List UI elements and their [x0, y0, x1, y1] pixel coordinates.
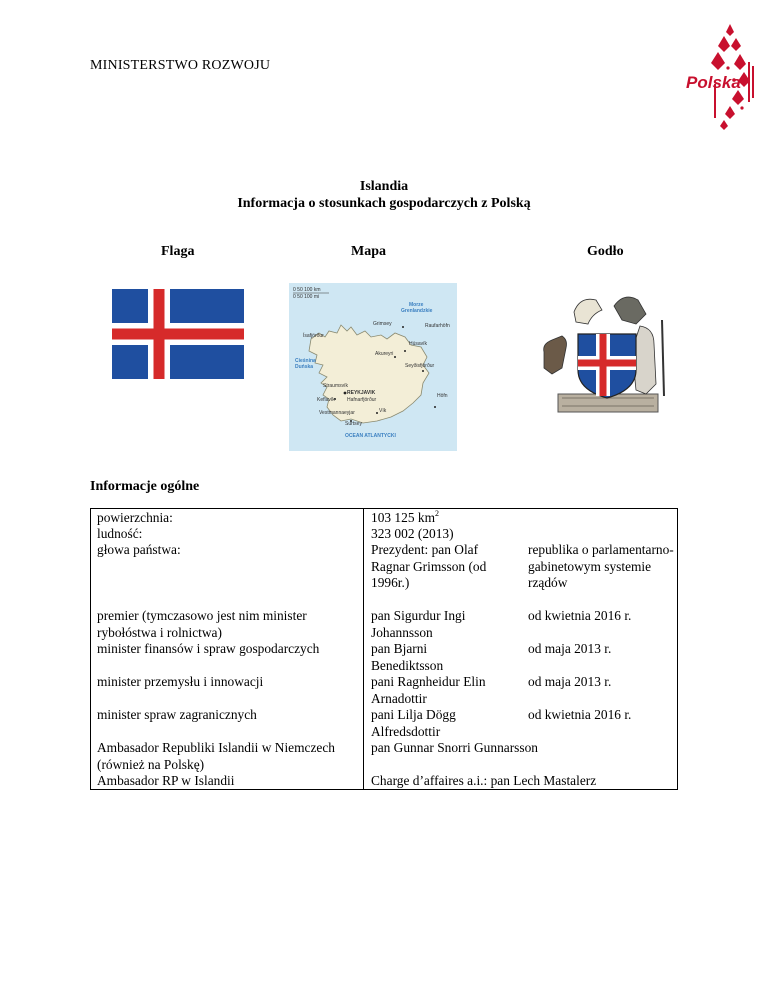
svg-text:Höfn: Höfn [437, 393, 448, 399]
svg-text:Surtsey: Surtsey [345, 421, 362, 427]
iceland-ambassador-label: Ambasador Republiki Islandii w Niemczech (również na Polskę) [97, 740, 335, 772]
map-scale-km: 0 50 100 km [293, 287, 321, 293]
map-sea-west-1: Cieśnina [295, 358, 316, 364]
population-value: 323 002 (2013) [371, 526, 454, 541]
country-name: Islandia [359, 179, 409, 194]
area-value: 103 125 $km^2$ [371, 509, 439, 525]
svg-text:Raufarhöfn: Raufarhöfn [425, 323, 450, 329]
map-sea-west-2: Duńska [295, 364, 314, 370]
iceland-map [289, 283, 457, 451]
finance-minister-since: od maja 2013 r. [528, 641, 612, 656]
iceland-ambassador-value: pan Gunnar Snorri Gunnarsson [371, 740, 538, 755]
population-label: ludność: [97, 526, 143, 541]
iceland-flag [112, 289, 244, 379]
map-scale-mi: 0 50 100 mi [293, 294, 320, 300]
polska-logo-text: Polska [686, 73, 741, 92]
emblem-heading: Godło [587, 244, 624, 259]
document-subtitle: Informacja o stosunkach gospodarczych z Polską [237, 196, 531, 211]
prime-minister-value: pan Sigurdur Ingi Johannsson [371, 608, 466, 640]
foreign-minister-since: od kwietnia 2016 r. [528, 707, 632, 722]
polish-ambassador-label: Ambasador RP w Islandii [97, 773, 235, 788]
svg-text:Keflavík: Keflavík [317, 397, 335, 403]
svg-text:Seyðisfjörður: Seyðisfjörður [405, 363, 435, 369]
foreign-minister-label: minister spraw zagranicznych [97, 707, 257, 722]
general-info-table [90, 508, 678, 790]
foreign-minister-value: pani Lilja Dögg Alfredsdottir [371, 707, 456, 739]
svg-text:Akureyri: Akureyri [375, 351, 394, 357]
svg-text:Húsavík: Húsavík [409, 341, 428, 347]
map-ocean: OCEAN ATLANTYCKI [345, 433, 396, 439]
head-of-state-value: Prezydent: pan Olaf Ragnar Grimsson (od 1996r.) [371, 542, 487, 590]
svg-text:Ísafjörður: Ísafjörður [303, 333, 324, 339]
svg-text:Straumsvík: Straumsvík [323, 383, 349, 389]
document-title [0, 178, 768, 212]
map-sea-north-2: Grenlandzkie [401, 308, 433, 314]
prime-minister-since: od kwietnia 2016 r. [528, 608, 632, 623]
map-sea-north-1: Morze [409, 302, 424, 308]
polish-ambassador-value: Charge d’affaires a.i.: pan Lech Mastalerz [371, 773, 597, 788]
industry-minister-value: pani Ragnheidur Elin Arnadottir [371, 674, 486, 706]
industry-minister-since: od maja 2013 r. [528, 674, 612, 689]
head-of-state-label: głowa państwa: [97, 542, 181, 557]
flag-heading: Flaga [161, 244, 195, 259]
finance-minister-value: pan Bjarni Benediktsson [371, 641, 444, 673]
svg-text:Grimsey: Grimsey [373, 321, 392, 327]
area-label: powierzchnia: [97, 510, 173, 525]
svg-text:REYKJAVIK: REYKJAVIK [347, 390, 376, 396]
industry-minister-label: minister przemysłu i innowacji [97, 674, 264, 689]
svg-text:Vík: Vík [379, 408, 387, 414]
political-system: republika o parlamentarno-gabinetowym systemie rządów [528, 542, 674, 590]
svg-text:Vestmannaeyjar: Vestmannaeyjar [319, 410, 355, 416]
prime-minister-label: premier (tymczasowo jest nim minister rybołóstwa i rolnictwa) [97, 608, 307, 640]
map-heading: Mapa [351, 244, 386, 259]
table-column-divider [363, 509, 364, 789]
finance-minister-label: minister finansów i spraw gospodarczych [97, 641, 320, 656]
general-info-heading: Informacje ogólne [90, 479, 200, 494]
polska-logo [678, 22, 760, 130]
svg-text:Hafnarfjörður: Hafnarfjörður [347, 397, 377, 403]
ministry-header: MINISTERSTWO ROZWOJU [90, 58, 271, 73]
iceland-coat-of-arms [540, 286, 676, 418]
